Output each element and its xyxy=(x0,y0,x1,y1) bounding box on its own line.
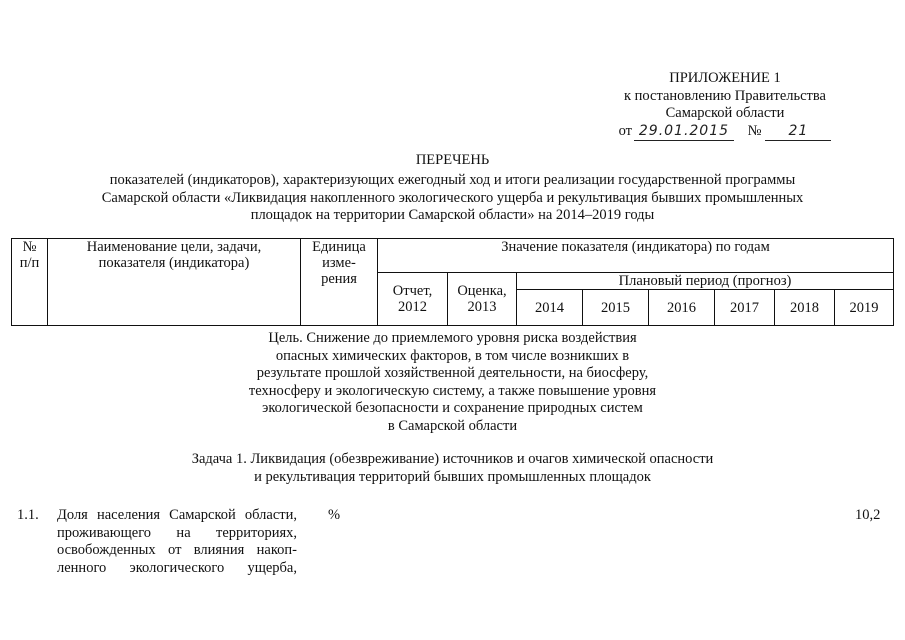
header-estimate-line: Оценка, xyxy=(457,283,507,299)
subtitle-line: Самарской области «Ликвидация накопленного экологического ущерба и рекультивация бывших промышленных xyxy=(101,189,804,206)
header-unit-line: изме- xyxy=(322,255,356,271)
header-year: 2014 xyxy=(517,290,583,326)
goal-line: результате прошлой хозяйственной деятельности, на биосферу, xyxy=(256,365,649,381)
row-name-line: освобожденных от влияния накоп- xyxy=(57,542,297,558)
header-year: 2017 xyxy=(715,290,775,326)
header-report-line: 2012 xyxy=(398,299,427,315)
indicator-table-header xyxy=(11,238,894,326)
document-title: ПЕРЕЧЕНЬ xyxy=(415,152,490,168)
task-line: Задача 1. Ликвидация (обезвреживание) источников и очагов химической опасности xyxy=(191,451,714,467)
goal-line: в Самарской области xyxy=(387,417,518,434)
appendix-line-2: Самарской области xyxy=(665,105,785,121)
header-estimate-line: 2013 xyxy=(467,299,497,315)
number-prefix: № xyxy=(747,122,762,139)
header-num xyxy=(12,239,48,326)
header-year: 2015 xyxy=(583,290,649,326)
appendix-line-1: к постановлению Правительства xyxy=(624,87,826,104)
row-name-line: Доля населения Самарской области, xyxy=(57,507,297,523)
header-values: Значение показателя (индикатора) по годам xyxy=(378,239,894,273)
header-name xyxy=(48,239,301,326)
appendix-title: ПРИЛОЖЕНИЕ 1 xyxy=(669,70,781,86)
header-name-line: Наименование цели, задачи, xyxy=(86,239,262,255)
header-plan: Плановый период (прогноз) xyxy=(517,273,894,290)
row-name-line: проживающего на территориях, xyxy=(57,524,297,541)
header-estimate xyxy=(448,273,517,326)
appendix-date-line xyxy=(560,123,890,141)
goal-line: экологической безопасности и сохранение природных систем xyxy=(262,400,643,416)
header-num-line: п/п xyxy=(19,255,40,271)
header-name-line: показателя (индикатора) xyxy=(98,255,250,271)
row-name-line: ленного экологического ущерба, xyxy=(57,559,297,576)
header-report xyxy=(378,273,448,326)
header-year: 2016 xyxy=(649,290,715,326)
header-year: 2019 xyxy=(835,290,894,326)
goal-line: опасных химических факторов, в том числе возникших в xyxy=(275,347,630,364)
goal-text xyxy=(200,330,705,435)
appendix-block xyxy=(560,70,890,140)
handwritten-number: 21 xyxy=(765,123,831,142)
goal-line: Цель. Снижение до приемлемого уровня риска воздействия xyxy=(268,330,637,346)
header-unit xyxy=(301,239,378,326)
header-unit-line: Единица xyxy=(312,239,366,255)
goal-line: техносферу и экологическую систему, а также повышение уровня xyxy=(248,382,657,399)
date-prefix: от xyxy=(618,122,632,139)
row-value-2019: 10,2 xyxy=(855,507,881,523)
subtitle-line: показателей (индикаторов), характеризующих ежегодный ход и итоги реализации государственной программы xyxy=(109,172,796,188)
header-report-line: Отчет, xyxy=(392,283,433,299)
row-number: 1.1. xyxy=(17,507,39,523)
row-unit: % xyxy=(328,507,341,523)
document-subtitle xyxy=(60,172,845,225)
task-line: и рекультивация территорий бывших промышленных площадок xyxy=(254,468,651,485)
subtitle-line: площадок на территории Самарской области» на 2014–2019 годы xyxy=(250,207,655,223)
row-indicator-name xyxy=(57,507,297,577)
task-text xyxy=(120,451,785,486)
header-year: 2018 xyxy=(775,290,835,326)
header-unit-line: рения xyxy=(321,271,357,287)
header-num-line: № xyxy=(22,239,37,255)
handwritten-date: 29.01.2015 xyxy=(634,123,734,142)
